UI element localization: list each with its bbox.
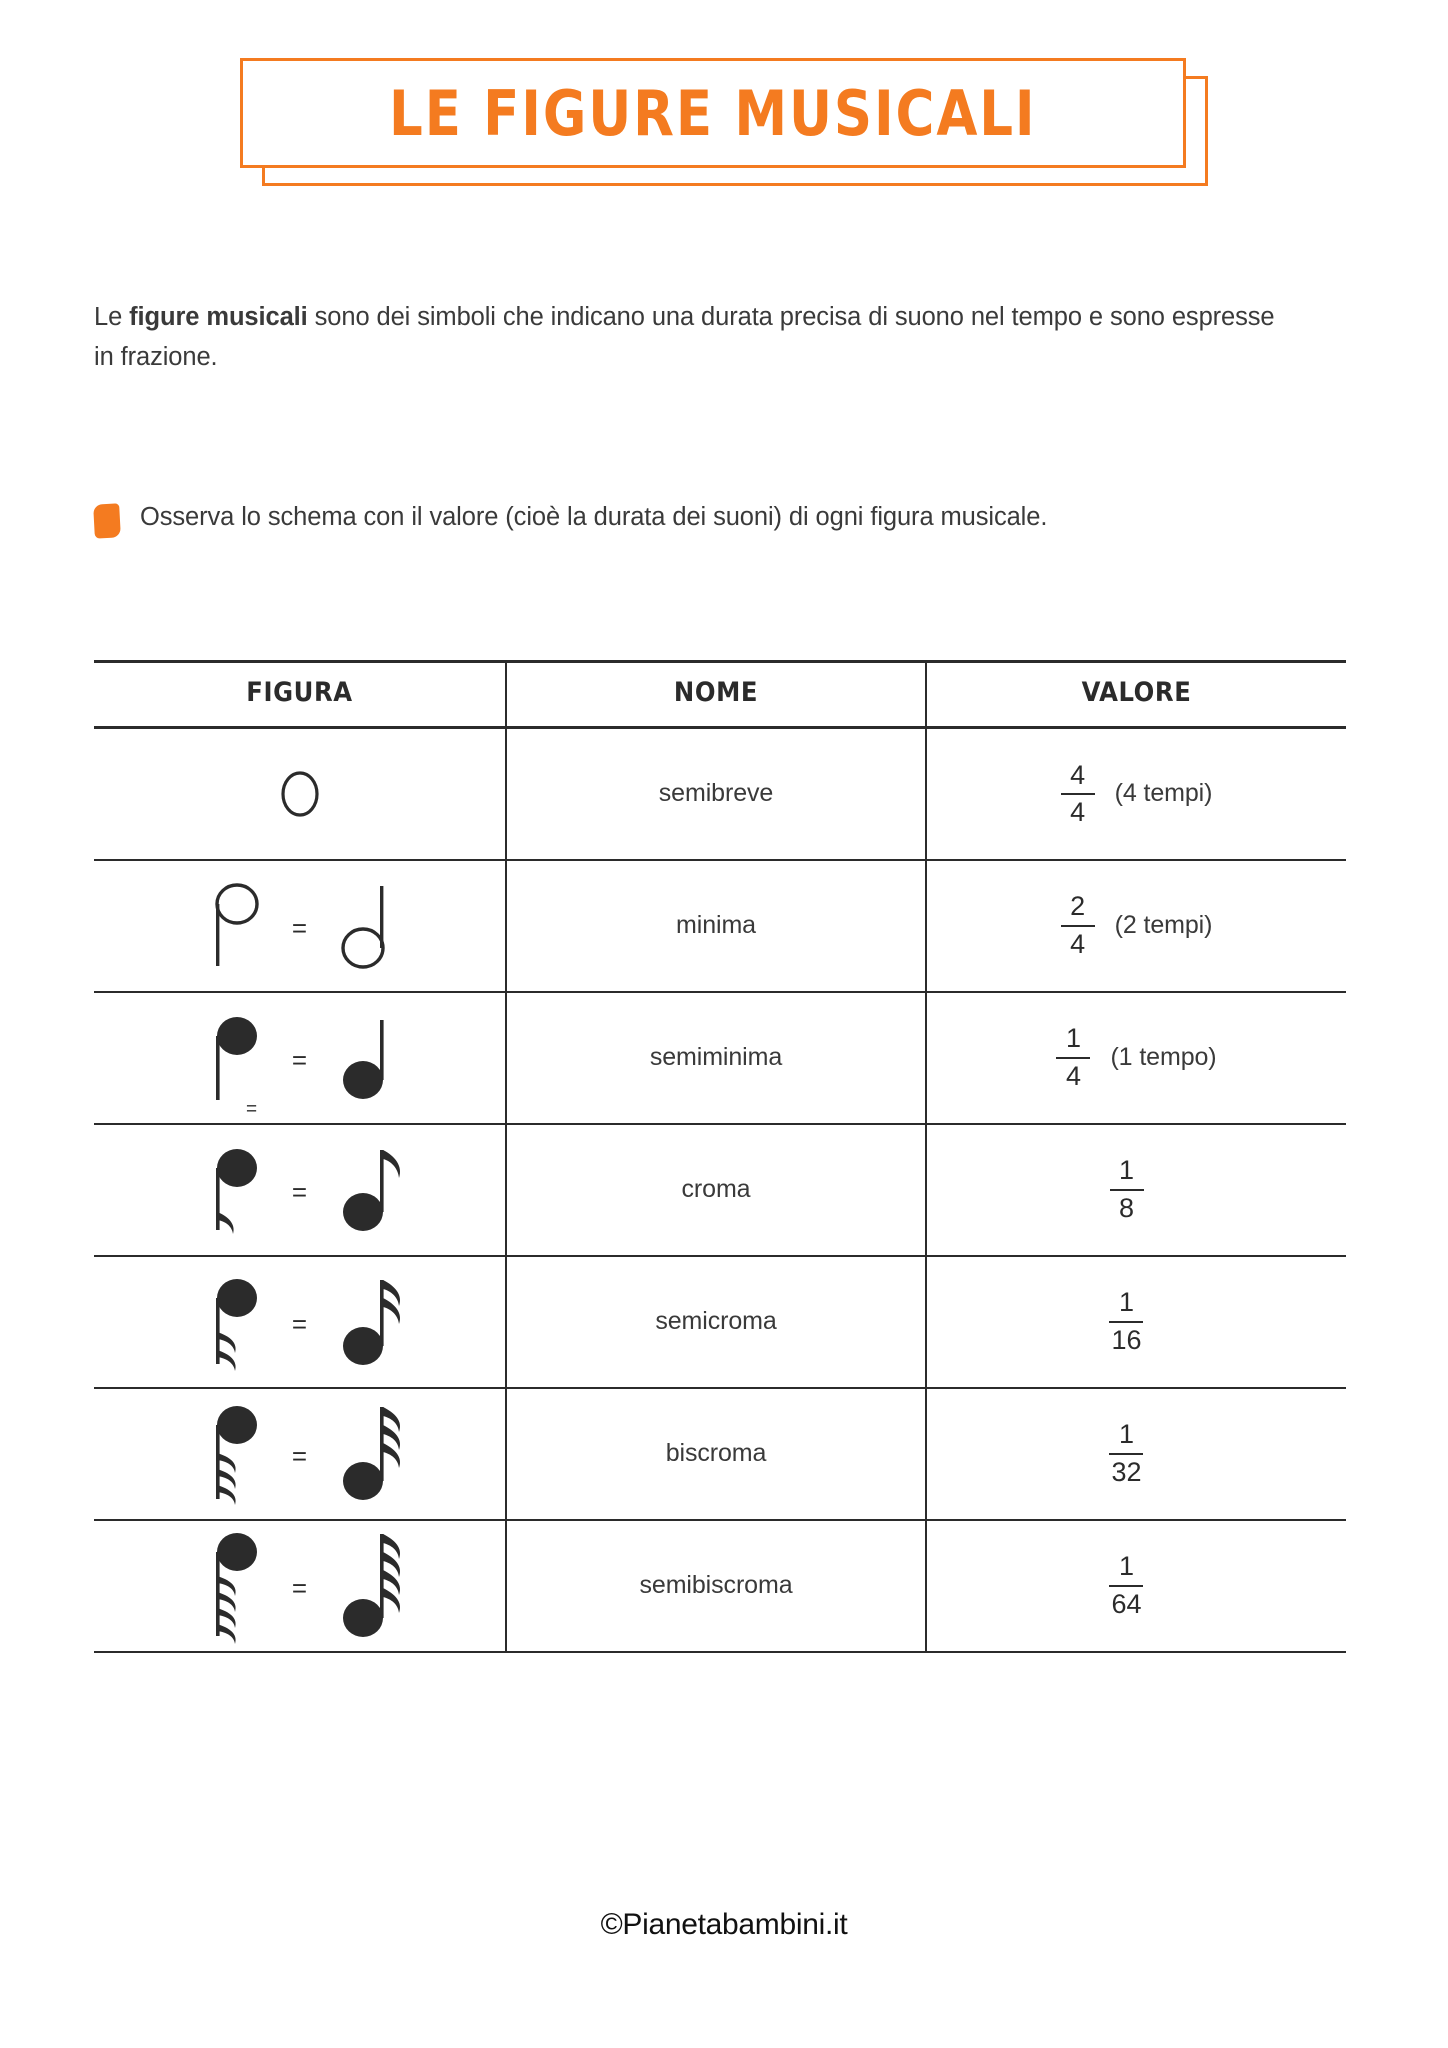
value-cell	[926, 1124, 1346, 1256]
fraction	[1061, 761, 1095, 827]
fraction	[1110, 1156, 1144, 1222]
minima-note-stem-up-icon	[333, 874, 407, 978]
table-row	[94, 1520, 1346, 1652]
fraction-bar	[1109, 1453, 1143, 1455]
fraction-numerator: 1	[1118, 1419, 1134, 1450]
semibiscroma-note-icon	[192, 1528, 266, 1644]
column-header-nome-label: NOME	[673, 677, 759, 708]
value-cell	[926, 1388, 1346, 1520]
table-row	[94, 860, 1346, 992]
fraction-denominator: 8	[1118, 1192, 1135, 1223]
value-cell	[926, 1520, 1346, 1652]
figure-name: semiminima	[649, 1043, 783, 1071]
table-header-row	[94, 662, 1346, 728]
figure-cell	[94, 992, 506, 1124]
equals-sign-stray: =	[246, 1098, 258, 1120]
value-cell	[926, 1256, 1346, 1388]
equals-sign: =	[291, 1308, 308, 1339]
fraction-denominator: 32	[1111, 1456, 1142, 1487]
fraction-numerator: 4	[1070, 759, 1086, 790]
name-cell	[506, 1124, 926, 1256]
title-frame	[240, 58, 1186, 168]
figure-cell	[94, 1520, 506, 1652]
name-cell	[506, 728, 926, 860]
name-cell	[506, 1388, 926, 1520]
fraction-bar	[1061, 793, 1095, 795]
fraction-numerator: 2	[1070, 891, 1086, 922]
name-cell	[506, 992, 926, 1124]
fraction-denominator: 4	[1070, 796, 1086, 827]
fraction-denominator: 64	[1111, 1588, 1142, 1619]
intro-lead: Le	[94, 303, 130, 331]
biscroma-note-icon	[192, 1399, 266, 1509]
figure-cell	[94, 1256, 506, 1388]
fraction	[1105, 1288, 1147, 1354]
semiminima-note-icon	[192, 1006, 266, 1110]
equals-sign: =	[291, 1440, 308, 1471]
figure-name: semicroma	[655, 1307, 777, 1335]
page-header	[0, 58, 1448, 186]
figure-cell	[94, 1124, 506, 1256]
table-row	[94, 1256, 1346, 1388]
figure-cell	[94, 728, 506, 860]
value-cell	[926, 860, 1346, 992]
figure-values-table	[94, 660, 1346, 1653]
equals-sign: =	[291, 1044, 308, 1075]
column-header-figura	[94, 662, 506, 728]
fraction-bar	[1061, 925, 1095, 927]
tempi-label: (2 tempi)	[1114, 911, 1213, 939]
fraction-numerator: 1	[1065, 1023, 1081, 1054]
orange-blob-bullet-icon	[93, 503, 121, 538]
column-header-valore-label: VALORE	[1081, 677, 1192, 708]
equals-sign: =	[291, 1176, 308, 1207]
semibreve-note-icon	[265, 759, 335, 829]
figure-cell	[94, 1388, 506, 1520]
equals-sign: =	[291, 1572, 308, 1603]
value-cell	[926, 728, 1346, 860]
column-header-figura-label: FIGURA	[246, 677, 353, 708]
table-row	[94, 1388, 1346, 1520]
footer-credit: ©Pianetabambini.it	[600, 1908, 848, 1941]
fraction-denominator: 16	[1111, 1324, 1142, 1355]
intro-rest: sono dei simboli che indicano una durata precisa di suono nel tempo e sono espresse in frazione.	[94, 303, 1275, 371]
fraction	[1105, 1552, 1147, 1618]
fraction-bar	[1109, 1585, 1143, 1587]
fraction-bar	[1056, 1057, 1090, 1059]
croma-note-stem-up-icon	[333, 1138, 407, 1242]
figure-name: minima	[676, 911, 756, 939]
value-cell	[926, 992, 1346, 1124]
table-row	[94, 992, 1346, 1124]
fraction-bar	[1110, 1189, 1144, 1191]
intro-bold-term: figure musicali	[129, 303, 308, 331]
intro-paragraph	[94, 298, 1284, 378]
instruction-text: Osserva lo schema con il valore (cioè la durata dei suoni) di ogni figura musicale.	[140, 503, 1048, 531]
table-row	[94, 1124, 1346, 1256]
fraction-denominator: 4	[1065, 1060, 1081, 1091]
semibiscroma-note-stem-up-icon	[333, 1528, 407, 1644]
croma-note-icon	[192, 1138, 266, 1242]
page-title: LE FIGURE MUSICALI	[389, 76, 1037, 150]
figure-name: semibreve	[658, 779, 774, 808]
instruction-row	[94, 498, 1244, 538]
semicroma-note-stem-up-icon	[333, 1270, 407, 1374]
fraction	[1105, 1420, 1147, 1486]
fraction	[1061, 892, 1095, 958]
tempi-label: (1 tempo)	[1110, 1043, 1217, 1071]
column-header-nome	[506, 662, 926, 728]
name-cell	[506, 1520, 926, 1652]
fraction-bar	[1109, 1321, 1143, 1323]
tempi-label: (4 tempi)	[1114, 779, 1213, 808]
name-cell	[506, 1256, 926, 1388]
semicroma-note-icon	[192, 1270, 266, 1374]
equals-sign: =	[291, 912, 308, 943]
column-header-valore	[926, 662, 1346, 728]
fraction-denominator: 4	[1070, 928, 1086, 959]
minima-note-icon	[192, 874, 266, 978]
figure-name: croma	[681, 1175, 751, 1203]
biscroma-note-stem-up-icon	[333, 1399, 407, 1509]
name-cell	[506, 860, 926, 992]
title-frame-stack	[240, 58, 1208, 186]
figure-name: semibiscroma	[639, 1571, 793, 1599]
fraction-numerator: 1	[1118, 1551, 1134, 1582]
table-row	[94, 728, 1346, 860]
fraction-numerator: 1	[1118, 1287, 1134, 1318]
figure-name: biscroma	[665, 1439, 767, 1467]
figure-cell	[94, 860, 506, 992]
fraction	[1056, 1024, 1090, 1090]
semiminima-note-stem-up-icon	[333, 1006, 407, 1110]
fraction-numerator: 1	[1118, 1155, 1135, 1186]
